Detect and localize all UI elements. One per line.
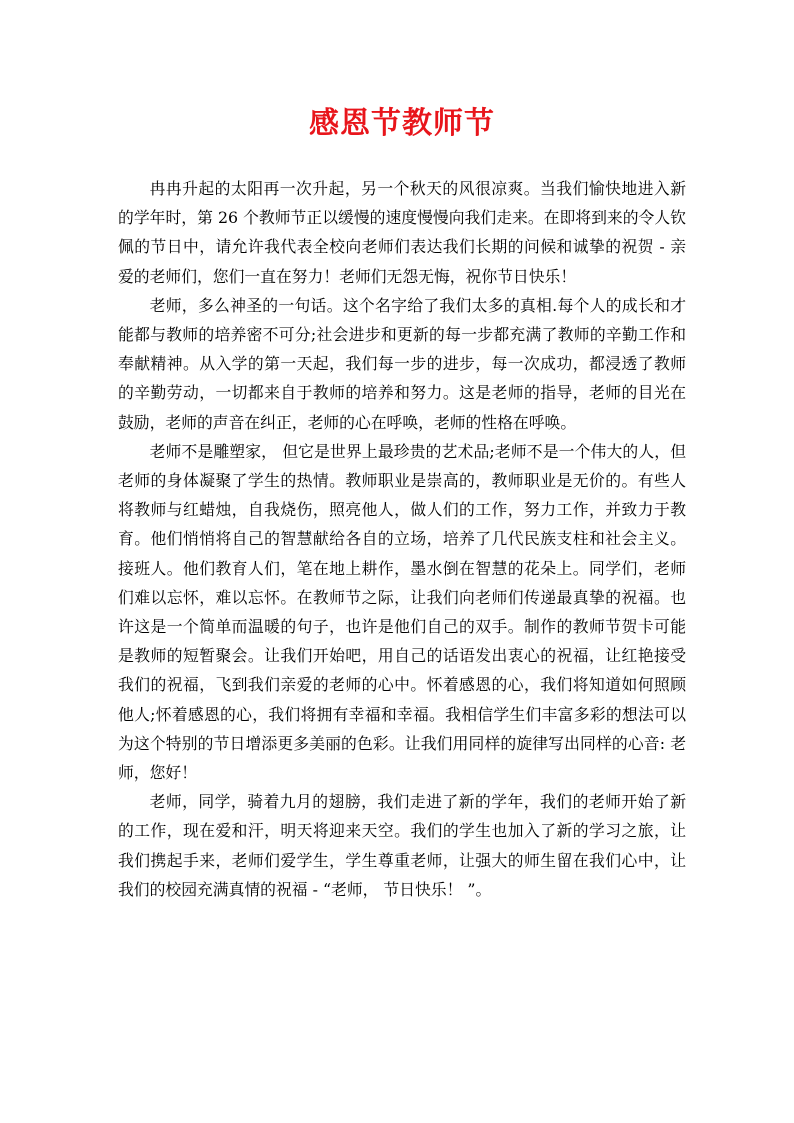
paragraph-3: 老师不是雕塑家， 但它是世界上最珍贵的艺术品;老师不是一个伟大的人，但老师的身体凝聚了学生的热情。教师职业是崇高的，教师职业是无价的。有些人将教师与红蜡烛，自我烧伤，照亮他人，做人们的工作，努力工作，并致力于教育。他们悄悄将自己的智慧献给各自的立场，培养了几代民族支柱和社会主义。接班人。他们教育人们，笔在地上耕作，墨水倒在智慧的花朵上。同学们，老师们难以忘怀，难以忘怀。在教师节之际，让我们向老师们传递最真挚的祝福。也许这是一个简单而温暖的句子，也许是他们自己的双手。制作的教师节贺卡可能是教师的短暂聚会。让我们开始吧，用自己的话语发出衷心的祝福，让红艳接受我们的祝福，飞到我们亲爱的老师的心中。怀着感恩的心，我们将知道如何照顾他人;怀着感恩的心，我们将拥有幸福和幸福。我相信学生们丰富多彩的想法可以为这个特别的节日增添更多美丽的色彩。让我们用同样的旋律写出同样的心音: 老师，您好！ <box>118 441 686 783</box>
paragraph-4: 老师，同学，骑着九月的翅膀，我们走进了新的学年，我们的老师开始了新的工作，现在爱和汗，明天将迎来天空。我们的学生也加入了新的学习之旅，让我们携起手来，老师们爱学生，学生尊重老师，让强大的师生留在我们心中，让我们的校园充满真情的祝福 - “老师， 节日快乐！ ”。 <box>118 792 686 899</box>
paragraph-2: 老师，多么神圣的一句话。这个名字给了我们太多的真相.每个人的成长和才能都与教师的培养密不可分;社会进步和更新的每一步都充满了教师的辛勤工作和奉献精神。从入学的第一天起，我们每一步的进步，每一次成功，都浸透了教师的辛勤劳动，一切都来自于教师的培养和努力。这是老师的指导，老师的目光在鼓励，老师的声音在纠正，老师的心在呼唤，老师的性格在呼唤。 <box>118 295 686 432</box>
document-title: 感恩节教师节 <box>309 106 495 141</box>
paragraph-1: 冉冉升起的太阳再一次升起，另一个秋天的风很凉爽。当我们愉快地进入新的学年时，第 26 个教师节正以缓慢的速度慢慢向我们走来。在即将到来的令人钦佩的节日中，请允许我代表全校向老师们表达我们长期的问候和诚挚的祝贺 - 亲爱的老师们，您们一直在努力！老师们无怨无悔，祝你节日快乐！ <box>118 179 686 286</box>
document-body <box>118 174 686 904</box>
